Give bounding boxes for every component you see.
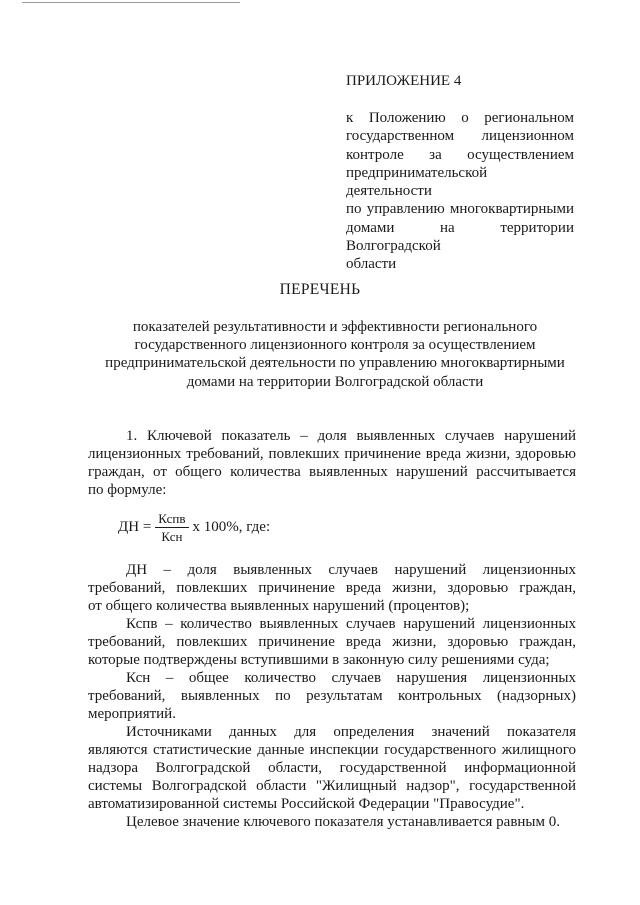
paragraph-line: ДН – доля выявленных случаев нарушений лицензионных [126,562,576,578]
subheading-line: государственного лицензионного контроля за осуществлением [134,337,536,354]
appendix-line: домами на территории Волгоградской [346,219,574,255]
appendix-line: к Положению о региональном [346,110,574,126]
formula-rhs: х 100%, где: [192,518,271,535]
subheading-line: предпринимательской деятельности по управлению многоквартирными [105,355,565,372]
subheading-line: домами на территории Волгоградской области [186,373,484,390]
document-subheading [90,318,580,391]
paragraph-line: лицензионных требований, повлекших причинение вреда жизни, здоровью [88,446,576,463]
paragraph-line: надзора Волгоградской области, государственной информационной [88,760,576,777]
paragraph-kspv-definition [88,615,576,669]
appendix-title: ПРИЛОЖЕНИЕ 4 [346,73,462,89]
paragraph-line: мероприятий. [88,706,176,723]
appendix-reference [346,109,574,274]
paragraph-line: требований, повлекших причинение вреда жизни, здоровью граждан, [88,634,576,651]
appendix-line: контроле за осуществлением [346,146,574,163]
paragraph-line: являются статистические данные инспекции государственного жилищного [88,742,576,759]
formula-denominator: Ксн [161,528,183,544]
formula [118,509,270,545]
appendix-line: государственном лицензионном [346,128,574,145]
paragraph-line: требований, выявленных по результатам контрольных (надзорных) [88,688,576,705]
formula-lhs: ДН = [118,518,152,535]
document-heading: ПЕРЕЧЕНЬ [279,281,361,298]
paragraph-line: Целевое значение ключевого показателя устанавливается равным 0. [126,814,561,830]
paragraph-line: системы Волгоградской области "Жилищный надзор", государственной [88,778,576,795]
paragraph-line: Кспв – количество выявленных случаев нарушений лицензионных [126,616,576,632]
paragraph-target-value [88,813,576,831]
appendix-line: области [346,256,397,273]
paragraph-line: автоматизированной системы Российской Федерации "Правосудие". [88,796,525,813]
paragraph-key-indicator [88,427,576,499]
formula-numerator: Кспв [155,511,188,528]
paragraph-ksn-definition [88,669,576,723]
formula-fraction [155,511,188,544]
paragraph-line: Ксн – общее количество случаев нарушения лицензионных [126,670,576,686]
subheading-line: показателей результативности и эффективности регионального [132,319,538,335]
paragraph-data-sources [88,723,576,813]
paragraph-dn-definition [88,561,576,615]
paragraph-line: от общего количества выявленных нарушений (процентов); [88,598,470,615]
paragraph-line: которые подтверждены вступившими в законную силу решениями суда; [88,652,550,669]
paragraph-line: Источниками данных для определения значений показателя [126,724,576,740]
paragraph-line: 1. Ключевой показатель – доля выявленных случаев нарушений [126,428,576,444]
paragraph-line: требований, повлекших причинение вреда жизни, здоровью граждан, [88,580,576,597]
paragraph-line: по формуле: [88,482,167,499]
appendix-line: предпринимательской деятельности [346,164,488,200]
paragraph-line: граждан, от общего количества выявленных нарушений рассчитывается [88,464,576,481]
scan-artifact-line [22,2,240,3]
appendix-line: по управлению многоквартирными [346,201,574,218]
